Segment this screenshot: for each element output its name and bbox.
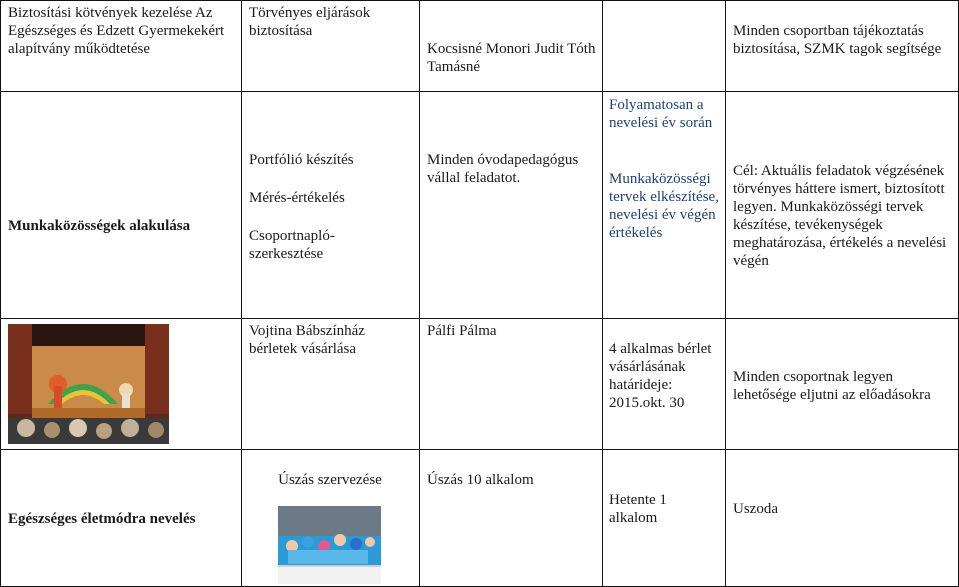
row4-responsible-cell (427, 471, 597, 489)
row2-activity-cell (8, 217, 236, 235)
row2-goal-text: Cél: Aktuális feladatok végzésének törvényes háttere ismert, biztosított legyen. Munkaközösségi tervek készítése, tevékenységek meghatározása, értékelés a nevelési végén (733, 163, 947, 269)
grid-line (0, 449, 959, 450)
row4-responsible-text: Úszás 10 alkalom (427, 472, 534, 488)
row2-task-line-measure: Mérés-értékelés (249, 190, 345, 206)
grid-line (241, 0, 242, 587)
row2-responsible-cell (427, 151, 597, 187)
row4-deadline-cell (609, 491, 709, 527)
pool-photo-icon (278, 506, 381, 584)
row4-goal-text: Uszoda (733, 501, 778, 517)
row3-deadline-text: 4 alkalmas bérlet vásárlásának határideje: 2015.okt. 30 (609, 341, 712, 411)
row4-task-text: Úszás szervezése (278, 472, 382, 488)
row3-task-cell (249, 322, 414, 358)
row2-goal-cell (733, 162, 955, 270)
row1-task-cell (249, 4, 414, 40)
row2-deadline-cell (609, 96, 721, 242)
grid-line (0, 91, 959, 92)
puppet-theatre-photo (8, 324, 169, 444)
row2-deadline-bottom: Munkaközösségi tervek elkészítése, nevelési év végén értékelés (609, 171, 719, 241)
swimming-pool-photo (278, 506, 381, 584)
row1-activity-text: Biztosítási kötvények kezelése Az Egészséges és Edzett Gyermekekért alapítvány működtetése (8, 5, 225, 57)
row4-activity-text: Egészséges életmódra nevelés (8, 511, 196, 527)
grid-line (602, 0, 603, 587)
grid-line (0, 0, 1, 587)
row2-task-cell (249, 151, 414, 263)
row3-goal-cell (733, 368, 955, 404)
row1-activity-cell (8, 4, 236, 58)
row1-responsible-text: Kocsisné Monori Judit Tóth Tamásné (427, 41, 596, 75)
row2-task-line-portfolio: Portfólió készítés (249, 152, 354, 168)
row1-goal-text: Minden csoportban tájékoztatás biztosítása, SZMK tagok segítsége (733, 23, 942, 57)
row1-task-text: Törvényes eljárások biztosítása (249, 5, 371, 39)
row2-task-line-journal: Csoportnapló-szerkesztése (249, 228, 335, 262)
row1-responsible-cell (427, 40, 597, 76)
grid-line (0, 0, 959, 1)
row4-task-cell (241, 471, 419, 489)
row3-task-text: Vojtina Bábszínház bérletek vásárlása (249, 323, 365, 357)
row3-goal-text: Minden csoportnak legyen lehetősége eljutni az előadásokra (733, 369, 931, 403)
grid-line (419, 0, 420, 587)
row4-goal-cell (733, 500, 955, 518)
row2-responsible-text: Minden óvodapedagógus vállal feladatot. (427, 152, 579, 186)
row4-activity-cell (8, 510, 236, 528)
row3-deadline-cell (609, 340, 721, 412)
grid-line (725, 0, 726, 587)
row2-deadline-top: Folyamatosan a nevelési év során (609, 97, 713, 131)
grid-line (0, 318, 959, 319)
row1-goal-cell (733, 22, 953, 58)
stage-photo-icon (8, 324, 169, 444)
row4-deadline-text: Hetente 1 alkalom (609, 492, 667, 526)
row2-activity-text: Munkaközösségek alakulása (8, 218, 191, 234)
row3-responsible-cell (427, 322, 597, 340)
row3-responsible-text: Pálfi Pálma (427, 323, 497, 339)
